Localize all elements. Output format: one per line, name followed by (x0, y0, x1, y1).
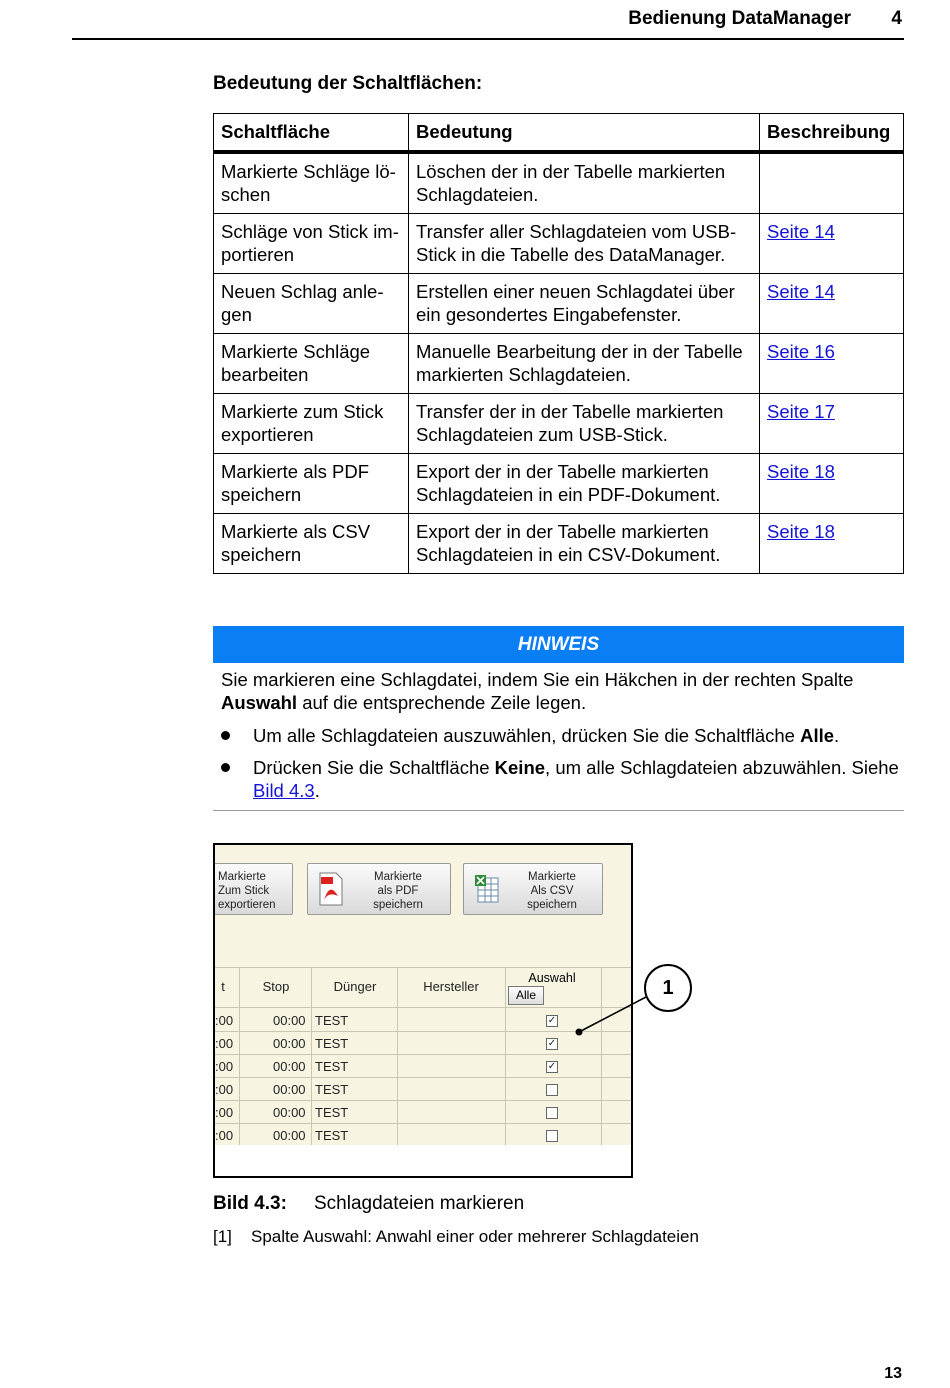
legend-text: Spalte Auswahl: Anwahl einer oder mehrerer Schlagdateien (251, 1227, 699, 1246)
row-selection-checkbox[interactable]: ✓ (547, 1015, 557, 1026)
column-header-description: Beschreibung (760, 114, 904, 153)
button-name-cell: Markierte Schläge bearbeiten (214, 334, 409, 394)
grid-column-divider (239, 967, 240, 1145)
row-start-cell: :00 (215, 1105, 234, 1120)
header-divider (72, 38, 904, 40)
row-fertilizer-cell: TEST (315, 1105, 349, 1120)
row-start-cell: :00 (215, 1036, 234, 1051)
row-selection-checkbox[interactable] (546, 1107, 558, 1119)
bullet-bold: Keine (494, 757, 546, 778)
row-selection-checkbox[interactable]: ✓ (547, 1061, 557, 1072)
csv-icon (474, 872, 500, 906)
note-intro-text: Sie markieren eine Schlagdatei, indem Sie ein Häkchen in der rechten Spalte (221, 669, 854, 690)
description-cell (760, 454, 904, 514)
row-selection-checkbox[interactable] (546, 1130, 558, 1142)
row-start-cell: :00 (215, 1013, 234, 1028)
table-row (214, 454, 904, 514)
row-stop-cell: 00:00 (273, 1059, 306, 1074)
note-bullet-deselect-all (221, 756, 901, 802)
note-bullet-list (221, 724, 901, 811)
row-selection-checkbox[interactable] (546, 1084, 558, 1096)
description-cell (760, 334, 904, 394)
row-fertilizer-cell: TEST (315, 1059, 349, 1074)
pdf-icon (318, 872, 344, 906)
row-start-cell: :00 (215, 1059, 234, 1074)
page-reference-link[interactable]: Seite 14 (767, 281, 835, 302)
figure-caption-text: Schlagdateien markieren (314, 1193, 525, 1214)
page-reference-link[interactable]: Seite 17 (767, 401, 835, 422)
column-fertilizer-header: Dünger (333, 979, 377, 994)
bullet-text: Um alle Schlagdateien auszuwählen, drücken Sie die Schaltfläche (253, 725, 801, 746)
section-heading: Bedeutung der Schaltflächen: (213, 73, 483, 94)
figure-reference-link[interactable]: Bild 4.3 (253, 780, 315, 801)
meaning-cell: Erstellen einer neuen Schlagdatei über ein gesondertes Eingabefenster. (409, 274, 760, 334)
bullet-text-end: . (314, 780, 320, 801)
bullet-text-end: . (834, 725, 840, 746)
figure-caption-label: Bild 4.3: (213, 1193, 287, 1214)
button-name-cell: Markierte als PDF speichern (214, 454, 409, 514)
page-reference-link[interactable]: Seite 14 (767, 221, 835, 242)
note-intro (221, 668, 901, 714)
meaning-cell: Manuelle Bearbeitung der in der Tabelle markierten Schlagdateien. (409, 334, 760, 394)
column-stop-header: Stop (262, 979, 290, 994)
meaning-cell: Transfer der in der Tabelle markierten Schlagdateien zum USB-Stick. (409, 394, 760, 454)
button-name-cell: Markierte zum Stick exportieren (214, 394, 409, 454)
page-reference-link[interactable]: Seite 16 (767, 341, 835, 362)
bullet-dot (221, 731, 230, 740)
description-cell (760, 152, 904, 214)
button-name-cell: Markierte Schläge lö- schen (214, 152, 409, 214)
table-body (214, 152, 904, 574)
row-fertilizer-cell: TEST (315, 1082, 349, 1097)
bullet-text-mid: , um alle Schlagdateien abzuwählen. Siehe (545, 757, 899, 778)
button-name-cell: Neuen Schlag anle- gen (214, 274, 409, 334)
table-row (214, 152, 904, 214)
row-fertilizer-cell: TEST (315, 1013, 349, 1028)
table-row (214, 394, 904, 454)
save-as-csv-label: Markierte Als CSV speichern (527, 871, 577, 911)
running-header-title: Bedienung DataManager (628, 8, 851, 29)
row-stop-cell: 00:00 (273, 1013, 306, 1028)
table-header-row (214, 114, 904, 153)
row-stop-cell: 00:00 (273, 1128, 306, 1143)
table-row (214, 214, 904, 274)
page-number: 13 (884, 1365, 902, 1382)
row-stop-cell: 00:00 (273, 1082, 306, 1097)
description-cell (760, 214, 904, 274)
grid-header-bottom-line (215, 1007, 631, 1008)
column-start-header: t (221, 979, 225, 994)
chapter-number: 4 (891, 8, 902, 29)
row-start-cell: :00 (215, 1128, 234, 1143)
description-cell (760, 514, 904, 574)
grid-column-divider (505, 967, 506, 1145)
row-fertilizer-cell: TEST (315, 1036, 349, 1051)
legend-number: [1] (213, 1227, 232, 1246)
note-bottom-rule (213, 810, 904, 811)
grid-column-divider (397, 967, 398, 1145)
column-header-button: Schaltfläche (214, 114, 409, 153)
button-name-cell: Schläge von Stick im- portieren (214, 214, 409, 274)
figure-frame (213, 843, 633, 1178)
bullet-dot (221, 763, 230, 772)
save-as-pdf-button[interactable] (307, 863, 451, 915)
description-cell (760, 274, 904, 334)
page-reference-link[interactable]: Seite 18 (767, 521, 835, 542)
row-stop-cell: 00:00 (273, 1105, 306, 1120)
table-row (214, 334, 904, 394)
column-selection-header: Auswahl (528, 971, 576, 985)
row-fertilizer-cell: TEST (315, 1128, 349, 1143)
note-bullet-select-all (221, 724, 901, 747)
datamanager-screenshot (215, 845, 631, 1145)
grid-column-divider (601, 967, 602, 1145)
meaning-cell: Transfer aller Schlagdateien vom USB-Stick in die Tabelle des DataManager. (409, 214, 760, 274)
column-manufacturer-header: Hersteller (423, 979, 479, 994)
grid-column-divider (311, 967, 312, 1145)
bullet-text: Drücken Sie die Schaltfläche (253, 757, 495, 778)
button-name-cell: Markierte als CSV speichern (214, 514, 409, 574)
meaning-cell: Export der in der Tabelle markierten Schlagdateien in ein CSV-Dokument. (409, 514, 760, 574)
save-as-csv-button[interactable] (463, 863, 603, 915)
row-stop-cell: 00:00 (273, 1036, 306, 1051)
save-as-pdf-label: Markierte als PDF speichern (373, 871, 423, 911)
table-row (214, 274, 904, 334)
callout-number: 1 (644, 964, 692, 1012)
note-title-bar: HINWEIS (213, 626, 904, 663)
row-start-cell: :00 (215, 1082, 234, 1097)
column-header-meaning: Bedeutung (409, 114, 760, 153)
page-reference-link[interactable]: Seite 18 (767, 461, 835, 482)
button-meaning-table (213, 113, 904, 574)
description-cell (760, 394, 904, 454)
export-to-stick-button[interactable] (215, 863, 293, 915)
note-intro-text-end: auf die entsprechende Zeile legen. (297, 692, 587, 713)
grid-header-top-line (215, 967, 631, 968)
meaning-cell: Löschen der in der Tabelle markierten Schlagdateien. (409, 152, 760, 214)
meaning-cell: Export der in der Tabelle markierten Schlagdateien in ein PDF-Dokument. (409, 454, 760, 514)
table-row (214, 514, 904, 574)
select-all-button[interactable]: Alle (508, 986, 544, 1005)
note-intro-bold: Auswahl (221, 692, 298, 713)
row-selection-checkbox[interactable]: ✓ (547, 1038, 557, 1049)
export-to-stick-label: Markierte Zum Stick exportieren (218, 871, 276, 911)
bullet-bold: Alle (800, 725, 835, 746)
